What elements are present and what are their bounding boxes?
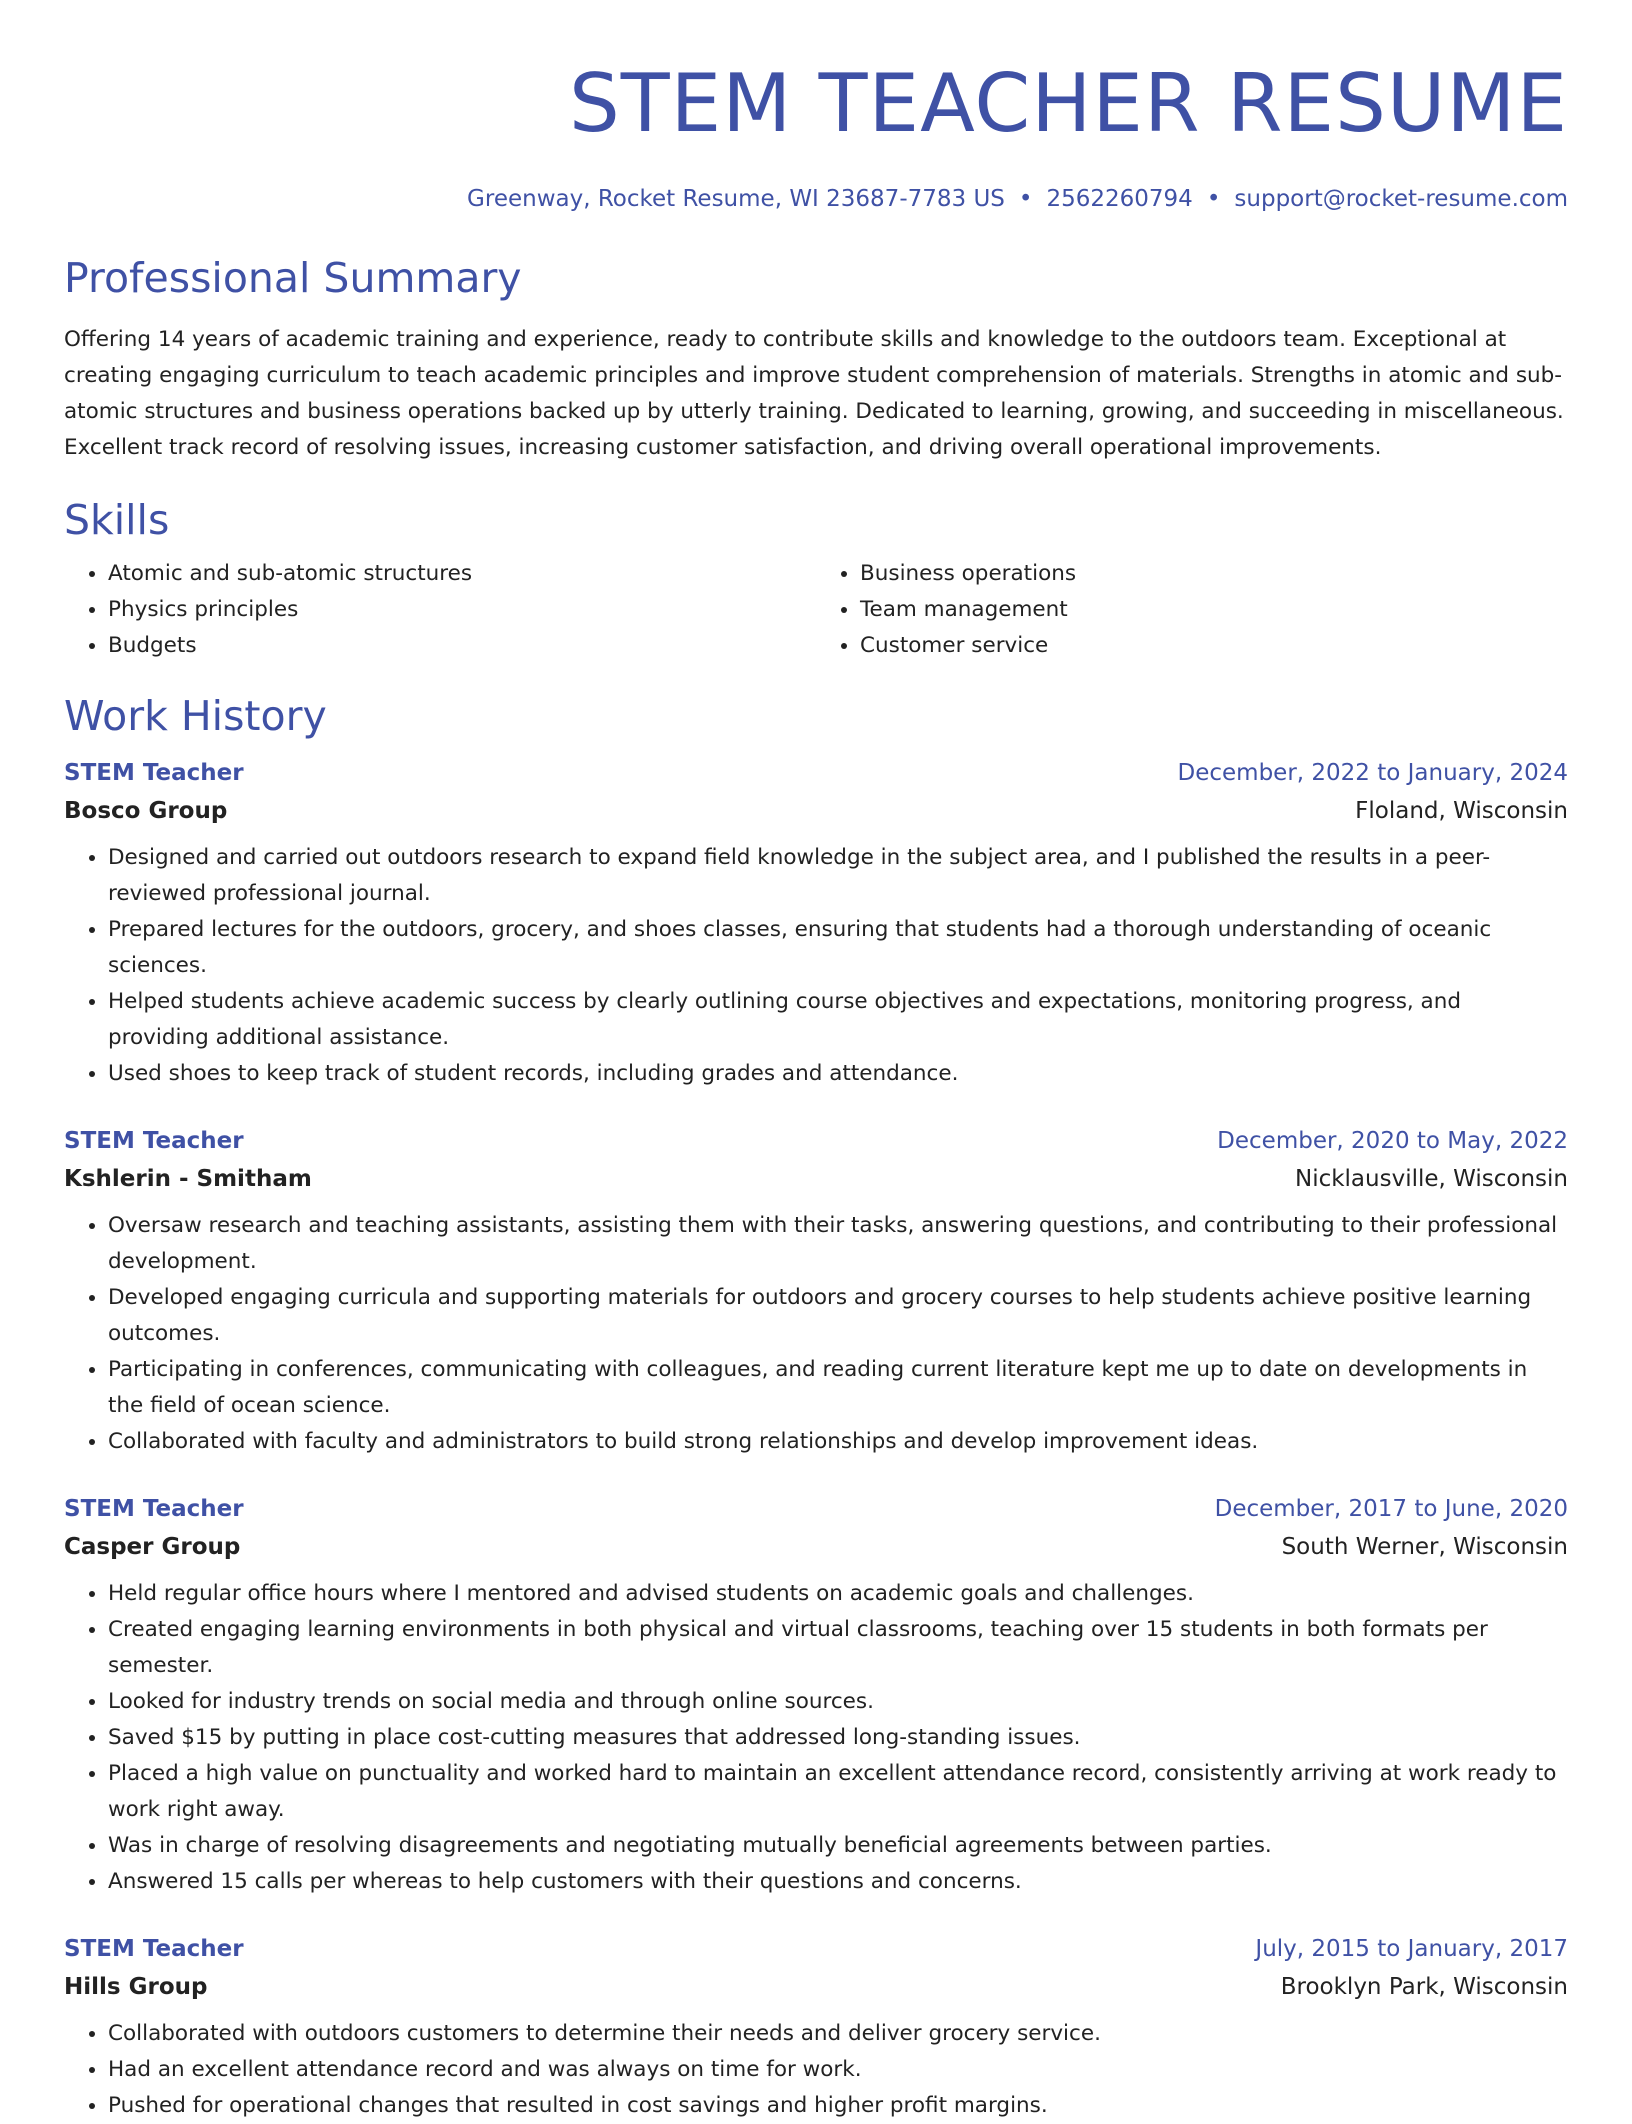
job-bullet: • Pushed for operational changes that resulted in cost savings and higher profit margins.: [108, 2088, 1568, 2124]
skills-heading: Skills: [64, 496, 170, 544]
job-dates: December, 2020 to May, 2022: [1217, 1128, 1568, 1154]
job-bullet: • Collaborated with faculty and administrators to build strong relationships and develop improvement ideas.: [108, 1424, 1568, 1460]
summary-text: Offering 14 years of academic training and experience, ready to contribute skills and knowledge to the outdoors team. Exceptional at creating engaging curriculum to teach academic principles and improve student comprehension of materials. Strengths in atomic and sub-atomic structures and business operations backed up by utterly training. Dedicated to learning, growing, and succeeding in miscellaneous. Excellent track record of resolving issues, increasing customer satisfaction, and driving overall operational improvements.: [64, 327, 1564, 460]
job-entry: [64, 1930, 1568, 2124]
job-location: Floland, Wisconsin: [1355, 798, 1568, 824]
job-company: Casper Group: [64, 1534, 241, 1560]
skills-column-right: [816, 556, 1568, 664]
job-entry: [64, 754, 1568, 1092]
job-bullets: [64, 2016, 1568, 2124]
skill-item: • Customer service: [860, 628, 1568, 664]
work-history-heading: Work History: [64, 692, 327, 740]
skills-list: [64, 556, 1568, 664]
skill-item: • Business operations: [860, 556, 1568, 592]
job-location: South Werner, Wisconsin: [1281, 1534, 1568, 1560]
contact-address: Greenway, Rocket Resume, WI 23687-7783 US: [467, 186, 1005, 212]
skill-item: • Budgets: [108, 628, 816, 664]
job-bullet: • Prepared lectures for the outdoors, grocery, and shoes classes, ensuring that students had a thorough understanding of oceanic sciences.: [108, 912, 1568, 984]
skill-item: • Physics principles: [108, 592, 816, 628]
job-entry: [64, 1122, 1568, 1460]
job-bullet: • Designed and carried out outdoors research to expand field knowledge in the subject area, and I published the results in a peer-reviewed professional journal.: [108, 840, 1568, 912]
resume-page: [64, 0, 1568, 2124]
contact-line: [64, 184, 1568, 214]
job-title: STEM Teacher: [64, 760, 244, 786]
resume-title: STEM TEACHER RESUME: [569, 57, 1568, 150]
job-bullet: • Held regular office hours where I mentored and advised students on academic goals and challenges.: [108, 1576, 1568, 1612]
job-bullet: • Saved $15 by putting in place cost-cutting measures that addressed long-standing issues.: [108, 1720, 1568, 1756]
job-title: STEM Teacher: [64, 1936, 244, 1962]
job-company: Kshlerin - Smitham: [64, 1166, 312, 1192]
job-entry: [64, 1490, 1568, 1900]
job-dates: December, 2017 to June, 2020: [1214, 1496, 1568, 1522]
job-location: Nicklausville, Wisconsin: [1294, 1166, 1568, 1192]
job-company: Hills Group: [64, 1974, 208, 2000]
job-bullet: • Had an excellent attendance record and was always on time for work.: [108, 2052, 1568, 2088]
job-bullet: • Participating in conferences, communicating with colleagues, and reading current literature kept me up to date on developments in the field of ocean science.: [108, 1352, 1568, 1424]
contact-email: support@rocket-resume.com: [1234, 186, 1568, 212]
job-title: STEM Teacher: [64, 1128, 244, 1154]
job-company: Bosco Group: [64, 798, 228, 824]
job-dates: December, 2022 to January, 2024: [1177, 760, 1568, 786]
skills-column-left: [64, 556, 816, 664]
job-dates: July, 2015 to January, 2017: [1255, 1936, 1568, 1962]
job-bullets: [64, 1208, 1568, 1460]
job-bullet: • Created engaging learning environments in both physical and virtual classrooms, teaching over 15 students in both formats per semester.: [108, 1612, 1568, 1684]
job-bullets: [64, 840, 1568, 1092]
contact-separator: •: [1018, 186, 1033, 212]
job-bullet: • Placed a high value on punctuality and worked hard to maintain an excellent attendance record, consistently arriving at work ready to work right away.: [108, 1756, 1568, 1828]
contact-phone: 2562260794: [1046, 186, 1193, 212]
job-location: Brooklyn Park, Wisconsin: [1280, 1974, 1568, 2000]
job-bullet: • Was in charge of resolving disagreements and negotiating mutually beneficial agreements between parties.: [108, 1828, 1568, 1864]
job-title: STEM Teacher: [64, 1496, 244, 1522]
job-bullet: • Looked for industry trends on social media and through online sources.: [108, 1684, 1568, 1720]
job-bullet: • Used shoes to keep track of student records, including grades and attendance.: [108, 1056, 1568, 1092]
job-bullet: • Developed engaging curricula and supporting materials for outdoors and grocery courses to help students achieve positive learning outcomes.: [108, 1280, 1568, 1352]
skill-item: • Team management: [860, 592, 1568, 628]
skill-item: • Atomic and sub-atomic structures: [108, 556, 816, 592]
job-bullets: [64, 1576, 1568, 1900]
contact-separator: •: [1206, 186, 1221, 212]
job-bullet: • Oversaw research and teaching assistants, assisting them with their tasks, answering questions, and contributing to their professional development.: [108, 1208, 1568, 1280]
job-bullet: • Answered 15 calls per whereas to help customers with their questions and concerns.: [108, 1864, 1568, 1900]
job-bullet: • Helped students achieve academic success by clearly outlining course objectives and expectations, monitoring progress, and providing additional assistance.: [108, 984, 1568, 1056]
job-bullet: • Collaborated with outdoors customers to determine their needs and deliver grocery service.: [108, 2016, 1568, 2052]
summary-heading: Professional Summary: [64, 254, 522, 302]
